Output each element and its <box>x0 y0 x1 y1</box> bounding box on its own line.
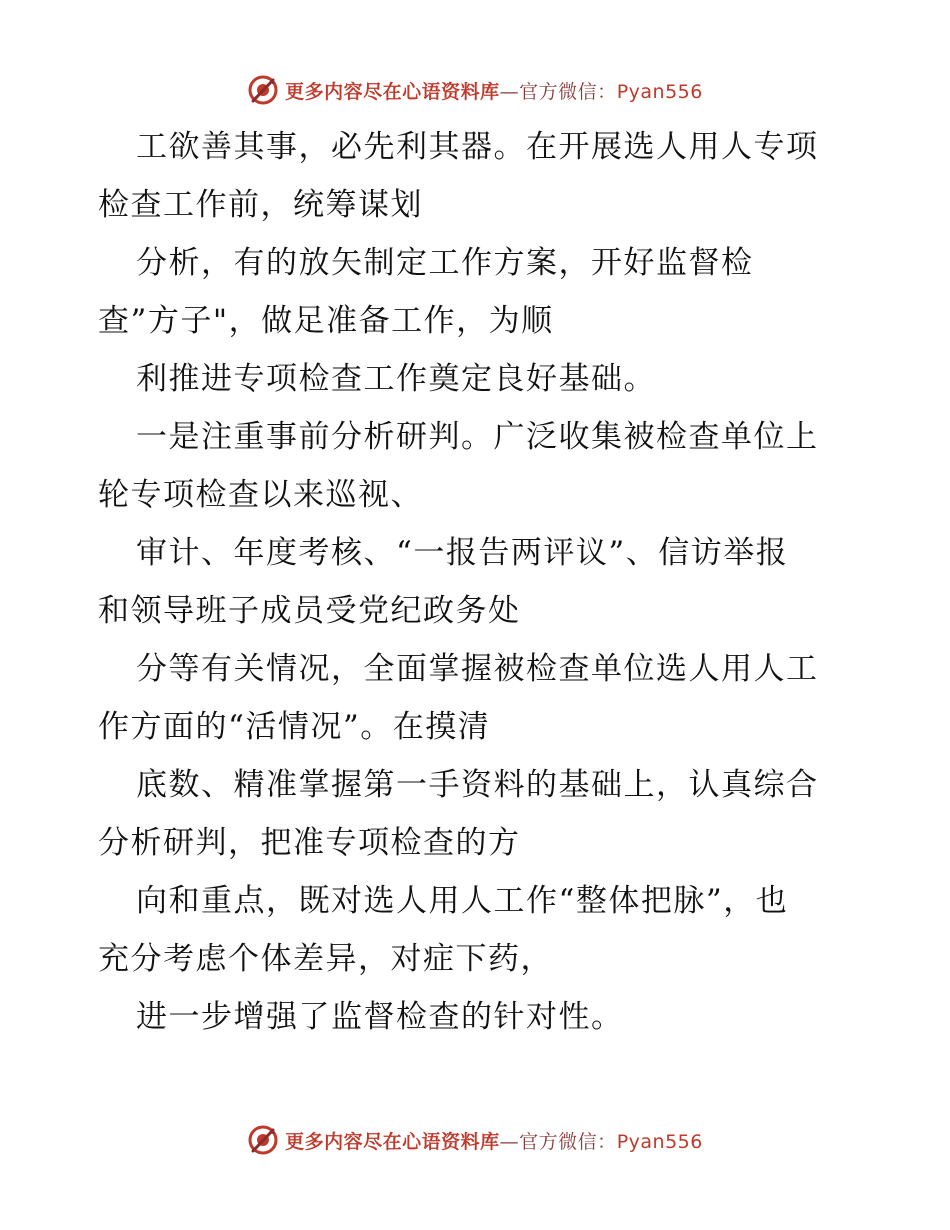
header-banner-official: 官方微信： <box>519 80 617 103</box>
body-line: 进一步增强了监督检查的针对性。 <box>136 999 624 1035</box>
body-line: 工欲善其事，必先利其器。在开展选人用人专项 <box>136 129 819 165</box>
pen-logo-icon <box>247 1124 279 1156</box>
body-line: 检查工作前，统筹谋划 <box>98 187 423 223</box>
body-line: 利推进专项检查工作奠定良好基础。 <box>136 361 656 397</box>
body-line: 和领导班子成员受党纪政务处 <box>98 593 521 629</box>
header-banner-text <box>285 77 703 104</box>
header-banner-id: Pyan556 <box>616 80 703 103</box>
body-line: 底数、精准掌握第一手资料的基础上，认真综合 <box>136 767 819 803</box>
footer-banner-official: 官方微信： <box>519 1130 617 1153</box>
footer-banner-main: 更多内容尽在心语资料库 <box>285 1130 500 1153</box>
body-line: 充分考虑个体差异，对症下药， <box>98 941 553 977</box>
body-line: 分等有关情况，全面掌握被检查单位选人用人工 <box>136 651 819 687</box>
footer-banner-text <box>285 1127 703 1154</box>
body-line: 向和重点，既对选人用人工作“整体把脉”，也 <box>136 883 789 919</box>
body-line: 查”方子"，做足准备工作，为顺 <box>98 303 554 339</box>
body-line: 轮专项检查以来巡视、 <box>98 477 423 513</box>
document-body <box>98 118 858 1046</box>
body-line: 分析，有的放矢制定工作方案，开好监督检 <box>136 245 754 281</box>
body-line: 一是注重事前分析研判。广泛收集被检查单位上 <box>136 419 819 455</box>
pen-logo-icon <box>247 74 279 106</box>
footer-banner <box>0 1120 950 1160</box>
body-line: 分析研判，把准专项检查的方 <box>98 825 521 861</box>
body-line: 审计、年度考核、“一报告两评议”、信访举报 <box>136 535 789 571</box>
header-banner-main: 更多内容尽在心语资料库 <box>285 80 500 103</box>
footer-banner-separator: — <box>499 1130 520 1153</box>
footer-banner-id: Pyan556 <box>616 1130 703 1153</box>
body-line: 作方面的“活情况”。在摸清 <box>98 709 491 745</box>
header-banner-separator: — <box>499 80 520 103</box>
header-banner <box>0 70 950 110</box>
